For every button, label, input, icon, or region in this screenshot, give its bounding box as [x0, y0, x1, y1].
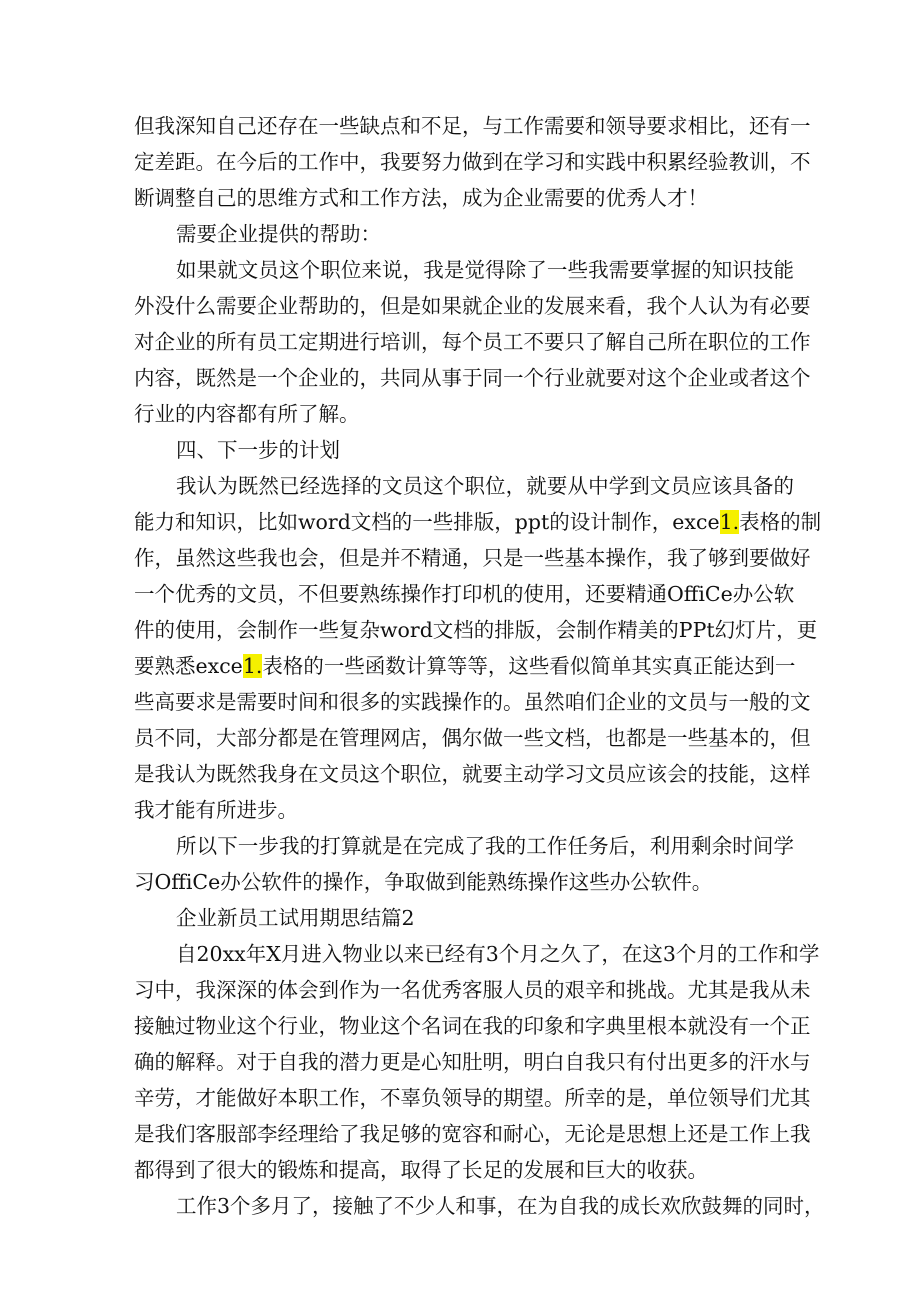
- paragraph-line: 一个优秀的文员，不但要熟练操作打印机的使用，还要精通OffiCe办公软: [134, 582, 795, 606]
- paragraph-line: 断调整自己的思维方式和工作方法，成为企业需要的优秀人才！: [134, 186, 708, 210]
- paragraph-line: 但我深知自己还存在一些缺点和不足，与工作需要和领导要求相比，还有一: [134, 114, 811, 138]
- paragraph-line: 习OffiCe办公软件的操作，争取做到能熟练操作这些办公软件。: [134, 870, 713, 894]
- paragraph-line: 确的解释。对于自我的潜力更是心知肚明，明白自我只有付出更多的汗水与: [134, 1050, 811, 1074]
- paragraph-line: 对企业的所有员工定期进行培训，每个员工不要只了解自己所在职位的工作: [134, 330, 811, 354]
- paragraph-line: 外没什么需要企业帮助的，但是如果就企业的发展来看，我个人认为有必要: [134, 294, 811, 318]
- line-text: 要熟悉exce: [134, 654, 243, 678]
- paragraph-line: 自20xx年X月进入物业以来已经有3个月之久了，在这3个月的工作和学: [176, 942, 820, 966]
- paragraph-line: 工作3个多月了，接触了不少人和事，在为自我的成长欢欣鼓舞的同时，: [176, 1194, 825, 1218]
- line-text: 表格的一些函数计算等等，这些看似简单其实真正能达到一: [262, 654, 796, 678]
- paragraph-line: 辛劳，才能做好本职工作，不辜负领导的期望。所幸的是，单位领导们尤其: [134, 1086, 811, 1110]
- paragraph-line: 接触过物业这个行业，物业这个名词在我的印象和字典里根本就没有一个正: [134, 1014, 811, 1038]
- paragraph-line: 件的使用，会制作一些复杂word文档的排版，会制作精美的PPt幻灯片，更: [134, 618, 818, 642]
- highlighted-text: 1.: [719, 510, 740, 534]
- highlighted-text: 1.: [242, 654, 263, 678]
- paragraph-line: 我认为既然已经选择的文员这个职位，就要从中学到文员应该具备的: [176, 474, 794, 498]
- paragraph-line: 些高要求是需要时间和很多的实践操作的。虽然咱们企业的文员与一般的文: [134, 690, 811, 714]
- paragraph-line: 内容，既然是一个企业的，共同从事于同一个行业就要对这个企业或者这个: [134, 366, 811, 390]
- paragraph-line: 行业的内容都有所了解。: [134, 402, 360, 426]
- paragraph-line: 都得到了很大的锻炼和提高，取得了长足的发展和巨大的收获。: [134, 1158, 708, 1182]
- paragraph-line: 如果就文员这个职位来说，我是觉得除了一些我需要掌握的知识技能: [176, 258, 794, 282]
- paragraph-line-with-highlight: [134, 504, 822, 540]
- line-text: 能力和知识，比如word文档的一些排版，ppt的设计制作，exce: [134, 510, 720, 534]
- paragraph-line: 是我们客服部李经理给了我足够的宽容和耐心，无论是思想上还是工作上我: [134, 1122, 811, 1146]
- section-heading: 需要企业提供的帮助：: [176, 222, 381, 246]
- line-text: 表格的制: [739, 510, 822, 534]
- paragraph-line-with-highlight: [134, 648, 794, 684]
- paragraph-line: 习中，我深深的体会到作为一名优秀客服人员的艰辛和挑战。尤其是我从未: [134, 978, 811, 1002]
- paragraph-line: 定差距。在今后的工作中，我要努力做到在学习和实践中积累经验教训，不: [134, 150, 811, 174]
- paragraph-line: 所以下一步我的打算就是在完成了我的工作任务后，利用剩余时间学: [176, 834, 794, 858]
- paragraph-line: 是我认为既然我身在文员这个职位，就要主动学习文员应该会的技能，这样: [134, 762, 811, 786]
- section-heading: 四、下一步的计划: [176, 438, 340, 462]
- article-title: 企业新员工试用期思结篇2: [176, 906, 415, 930]
- paragraph-line: 员不同，大部分都是在管理网店，偶尔做一些文档，也都是一些基本的，但: [134, 726, 811, 750]
- paragraph-line: 作，虽然这些我也会，但是并不精通，只是一些基本操作，我了够到要做好: [134, 546, 811, 570]
- paragraph-line: 我才能有所进步。: [134, 798, 298, 822]
